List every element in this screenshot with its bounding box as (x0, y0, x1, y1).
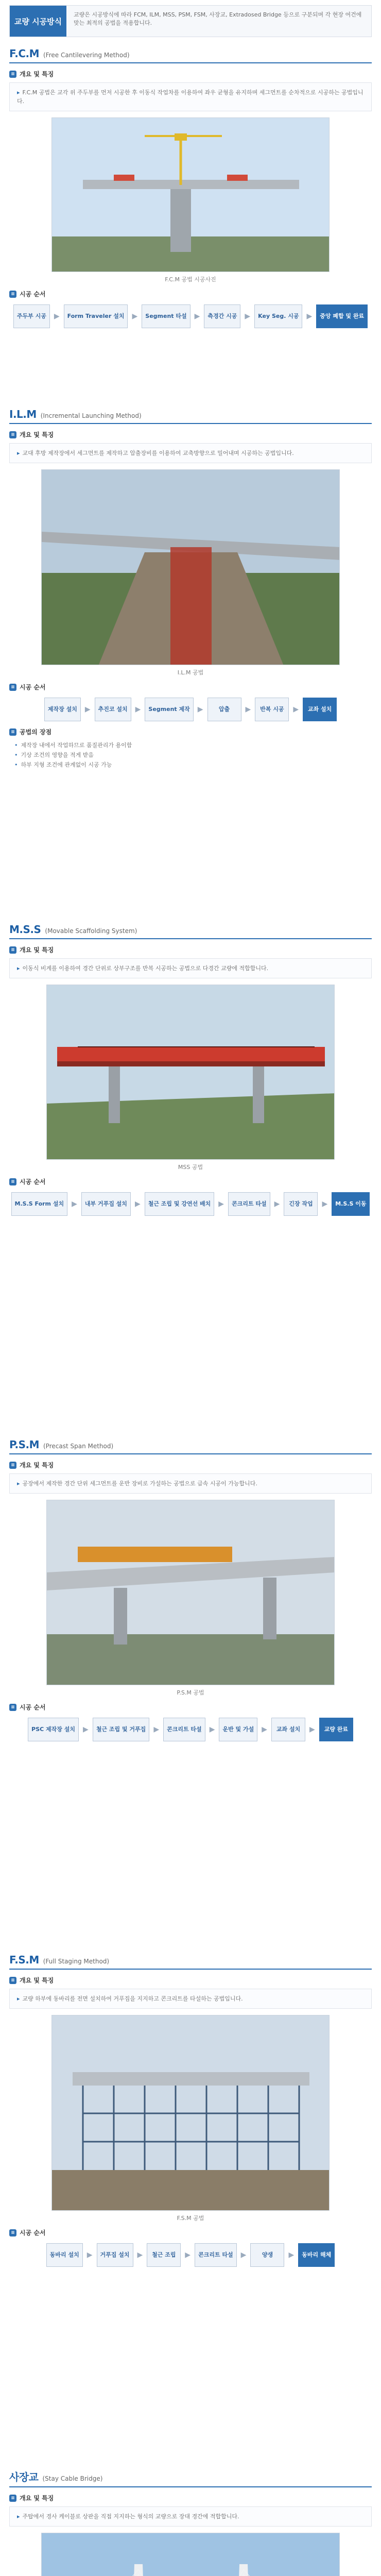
flow-step: 콘크리트 타설 (195, 2243, 237, 2267)
feature-box: ▸ 공장에서 제작한 경간 단위 세그먼트를 운반 장비로 가설하는 공법으로 급속 시공이 가능합니다. (9, 1473, 372, 1494)
list-item: • 하부 지형 조건에 관계없이 시공 가능 (14, 760, 372, 770)
fsm-photo (51, 2015, 330, 2211)
flow-step: PSC 제작장 설치 (28, 1718, 79, 1741)
stay-cable-photo (41, 2533, 340, 2576)
arrow-right-icon: ▶ (86, 2251, 93, 2259)
arrow-right-icon: ▶ (134, 1200, 141, 1208)
feature-box: ▸ 교량 하부에 동바리를 전면 설치하여 거푸집을 지지하고 콘크리트를 타설하는 공법입니다. (9, 1989, 372, 2009)
feature-box: ▸ 이동식 비계를 이용하여 경간 단위로 상부구조를 반복 시공하는 공법으로 다경간 교량에 적합합니다. (9, 958, 372, 978)
section-abbr: P.S.M (9, 1438, 39, 1451)
order-title: 시공 순서 (20, 1704, 46, 1711)
list-icon: ≡ (9, 71, 16, 78)
section-abbr: M.S.S (9, 923, 41, 936)
section-psm (0, 1431, 381, 1946)
photo-caption: P.S.M 공법 (177, 1689, 204, 1696)
photo-caption: F.S.M 공법 (177, 2215, 204, 2222)
flow-step: 주두부 시공 (13, 304, 50, 328)
flow-step: Form Traveler 설치 (64, 304, 128, 328)
fcm-photo (51, 117, 330, 272)
flow-step: 콘크리트 타설 (163, 1718, 205, 1741)
feature-title: 개요 및 특징 (20, 2495, 54, 2502)
flow-step: 반복 시공 (255, 698, 289, 721)
construction-flow (9, 1192, 372, 1216)
flow-step: 압출 (207, 698, 241, 721)
arrow-right-icon: ▶ (72, 1200, 77, 1208)
section-ilm (0, 401, 381, 916)
list-icon: ≡ (9, 728, 16, 736)
flow-step: Segment 제작 (145, 698, 193, 721)
flow-step: 내부 거푸집 설치 (81, 1192, 131, 1216)
arrow-right-icon: ▶ (135, 705, 141, 714)
list-icon: ≡ (9, 684, 16, 691)
list-icon: ≡ (9, 2495, 16, 2502)
flow-step: 콘크리트 타설 (228, 1192, 270, 1216)
bullet-icon: ▸ (17, 89, 20, 96)
flow-step: M.S.S 이동 (332, 1192, 370, 1216)
arrow-right-icon: ▶ (83, 1725, 89, 1734)
section-abbr: F.C.M (9, 47, 39, 60)
flow-step: 제작장 설치 (44, 698, 81, 721)
construction-flow (9, 2243, 372, 2267)
construction-flow (9, 698, 372, 721)
arrow-right-icon: ▶ (218, 1200, 224, 1208)
list-icon: ≡ (9, 1977, 16, 1984)
bullet-icon: ▸ (17, 1480, 20, 1487)
section-mss (0, 916, 381, 1431)
feature-box: ▸ F.C.M 공법은 교각 위 주두부를 먼저 시공한 후 이동식 작업차를 이용하여 좌우 균형을 유지하며 세그먼트를 순차적으로 시공하는 공법입니다. (9, 82, 372, 111)
order-title: 시공 순서 (20, 291, 46, 298)
section-fcm (0, 40, 381, 401)
flow-step: 동바리 설치 (46, 2243, 83, 2267)
intro-box (9, 5, 372, 37)
bullet-icon: ▸ (17, 1995, 20, 2002)
feature-title: 개요 및 특징 (20, 1977, 54, 1984)
flow-step: 거푸집 설치 (97, 2243, 133, 2267)
arrow-right-icon: ▶ (245, 312, 251, 320)
arrow-right-icon: ▶ (306, 312, 313, 320)
flow-step: 동바리 해체 (298, 2243, 335, 2267)
section-full: (Movable Scaffolding System) (45, 927, 137, 935)
order-title: 시공 순서 (20, 1178, 46, 1185)
feature-title: 개요 및 특징 (20, 71, 54, 78)
flow-step: M.S.S Form 설치 (11, 1192, 68, 1216)
list-icon: ≡ (9, 2229, 16, 2236)
arrow-right-icon: ▶ (137, 2251, 143, 2259)
section-abbr: 사장교 (9, 2471, 39, 2483)
flow-step: Key Seg. 시공 (254, 304, 302, 328)
arrow-right-icon: ▶ (240, 2251, 247, 2259)
flow-step: 철근 조립 (147, 2243, 181, 2267)
arrow-right-icon: ▶ (197, 705, 203, 714)
feature-box: ▸ 교대 후방 제작장에서 세그먼트를 제작하고 압출장비를 이용하여 교축방향으로 밀어내며 시공하는 공법입니다. (9, 443, 372, 463)
flow-step: 중앙 폐합 및 완료 (316, 304, 368, 328)
section-full: (Stay Cable Bridge) (42, 2475, 103, 2482)
arrow-right-icon: ▶ (262, 1725, 268, 1734)
flow-step: 교량 완료 (319, 1718, 353, 1741)
section-abbr: I.L.M (9, 408, 37, 420)
arrow-right-icon: ▶ (288, 2251, 295, 2259)
arrow-right-icon: ▶ (84, 705, 91, 714)
arrow-right-icon: ▶ (309, 1725, 315, 1734)
order-title: 시공 순서 (20, 2229, 46, 2236)
flow-step: 철근 조립 및 강연선 배치 (145, 1192, 215, 1216)
list-icon: ≡ (9, 1178, 16, 1185)
arrow-right-icon: ▶ (322, 1200, 328, 1208)
flow-step: 추진코 설치 (95, 698, 131, 721)
list-icon: ≡ (9, 1704, 16, 1711)
construction-flow (9, 1718, 372, 1741)
bullet-icon: ▸ (17, 2513, 20, 2520)
mss-photo (46, 985, 335, 1160)
feature-title: 개요 및 특징 (20, 431, 54, 438)
merit-title: 공법의 장점 (20, 728, 52, 736)
flow-step: 철근 조립 및 거푸집 (93, 1718, 150, 1741)
intro-title: 교량 시공방식 (10, 6, 66, 37)
list-icon: ≡ (9, 291, 16, 298)
arrow-right-icon: ▶ (54, 312, 60, 320)
flow-step: 긴장 작업 (284, 1192, 318, 1216)
ilm-photo (41, 469, 340, 665)
section-full: (Incremental Launching Method) (40, 412, 142, 419)
arrow-right-icon: ▶ (274, 1200, 280, 1208)
list-icon: ≡ (9, 431, 16, 438)
arrow-right-icon: ▶ (132, 312, 138, 320)
list-icon: ≡ (9, 1462, 16, 1469)
section-full: (Full Staging Method) (43, 1958, 110, 1965)
bullet-icon: ▸ (17, 965, 20, 972)
flow-step: 양생 (250, 2243, 284, 2267)
feature-box: ▸ 주탑에서 경사 케이블로 상판을 직접 지지하는 형식의 교량으로 장대 경간에 적합합니다. (9, 2506, 372, 2527)
flow-step: 운반 및 가설 (219, 1718, 257, 1741)
merit-list (9, 740, 372, 770)
section-full: (Free Cantilevering Method) (43, 52, 130, 59)
section-full: (Precast Span Method) (43, 1443, 114, 1450)
photo-caption: MSS 공법 (178, 1164, 203, 1171)
section-stay-cable (0, 2462, 381, 2576)
arrow-right-icon: ▶ (293, 705, 299, 714)
list-item: • 제작장 내에서 작업하므로 품질관리가 용이함 (14, 740, 372, 750)
feature-title: 개요 및 특징 (20, 946, 54, 954)
feature-title: 개요 및 특징 (20, 1462, 54, 1469)
order-title: 시공 순서 (20, 684, 46, 691)
arrow-right-icon: ▶ (194, 312, 200, 320)
construction-flow (9, 304, 372, 328)
section-abbr: F.S.M (9, 1954, 39, 1966)
arrow-right-icon: ▶ (185, 2251, 191, 2259)
flow-step: 교좌 설치 (303, 698, 337, 721)
list-icon: ≡ (9, 946, 16, 954)
flow-step: 측경간 시공 (204, 304, 240, 328)
flow-step: Segment 타설 (142, 304, 190, 328)
bullet-icon: ▸ (17, 450, 20, 456)
psm-photo (46, 1500, 335, 1685)
photo-caption: I.L.M 공법 (177, 669, 204, 676)
intro-text: 교량은 시공방식에 따라 FCM, ILM, MSS, PSM, FSM, 사장교, Extradosed Bridge 등으로 구분되며 각 현장 여건에 맞는 최적의 공법을 적용합니다. (66, 6, 371, 37)
arrow-right-icon: ▶ (209, 1725, 215, 1734)
arrow-right-icon: ▶ (245, 705, 251, 714)
list-item: • 기상 조건의 영향을 적게 받음 (14, 750, 372, 760)
section-fsm (0, 1946, 381, 2462)
flow-step: 교좌 설치 (271, 1718, 305, 1741)
photo-caption: F.C.M 공법 시공사진 (165, 276, 216, 283)
arrow-right-icon: ▶ (153, 1725, 160, 1734)
